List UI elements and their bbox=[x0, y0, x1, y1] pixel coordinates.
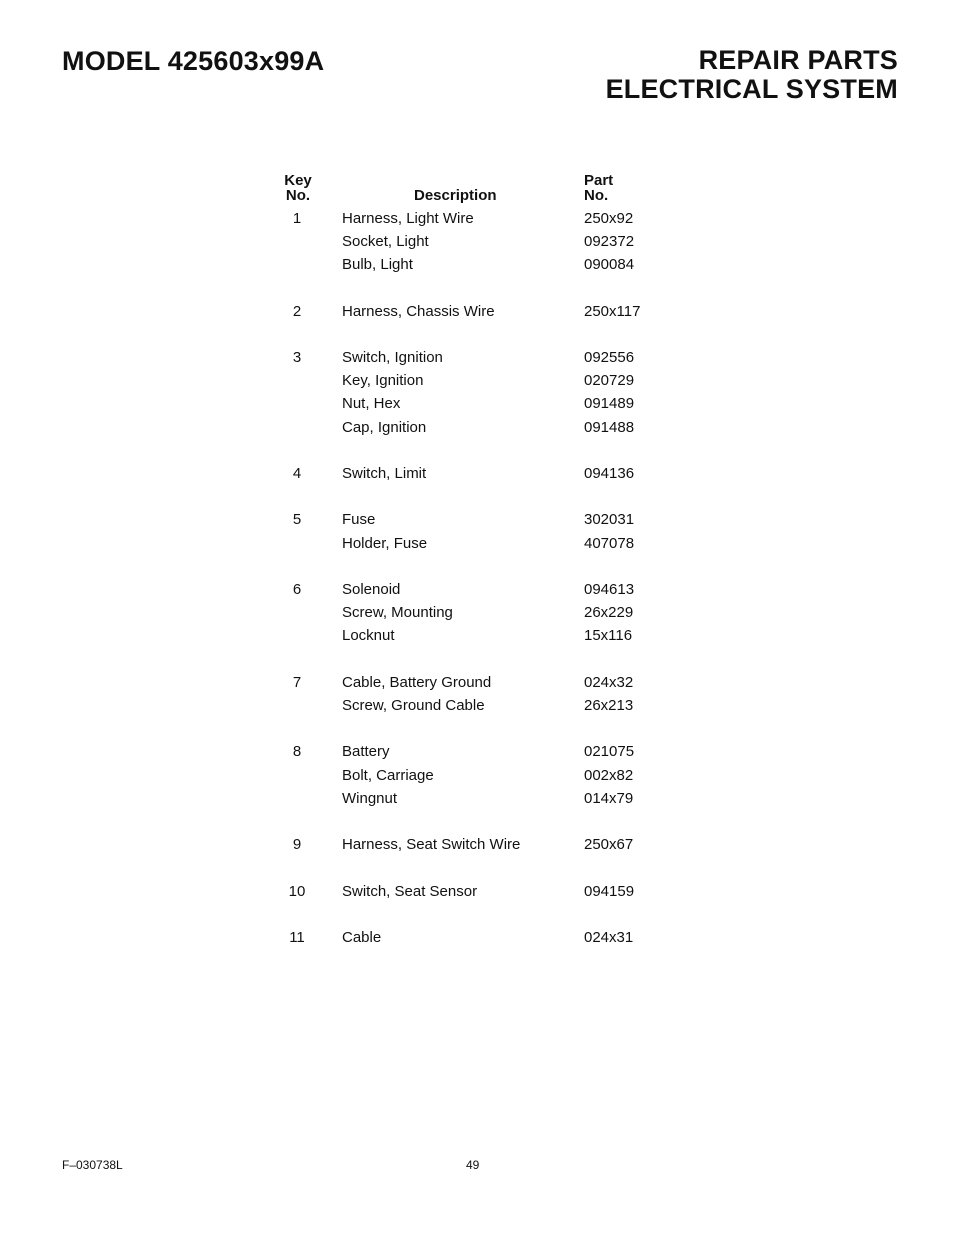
description-cell: Socket, Light bbox=[342, 233, 429, 250]
part-number-cell: 092556 bbox=[584, 349, 635, 366]
section-title-line1: REPAIR PARTS bbox=[698, 45, 898, 75]
part-number-cell: 094136 bbox=[584, 465, 635, 482]
key-number-cell: 8 bbox=[292, 743, 302, 760]
column-header-key-line1: Key bbox=[284, 172, 312, 189]
part-number-cell: 090084 bbox=[584, 256, 635, 273]
description-cell: Nut, Hex bbox=[342, 395, 401, 412]
part-number-cell: 302031 bbox=[584, 511, 635, 528]
part-number-cell: 250x117 bbox=[584, 303, 641, 320]
description-cell: Bulb, Light bbox=[342, 256, 413, 273]
column-header-description: Description bbox=[414, 187, 497, 204]
key-number-cell: 6 bbox=[292, 581, 302, 598]
description-cell: Screw, Mounting bbox=[342, 604, 453, 621]
description-cell: Bolt, Carriage bbox=[342, 767, 434, 784]
description-cell: Harness, Chassis Wire bbox=[342, 303, 495, 320]
key-number-cell: 9 bbox=[292, 836, 302, 853]
section-title-line2: ELECTRICAL SYSTEM bbox=[605, 74, 898, 104]
document-code: F–030738L bbox=[62, 1158, 123, 1172]
part-number-cell: 091488 bbox=[584, 419, 635, 436]
part-number-cell: 014x79 bbox=[584, 790, 634, 807]
description-cell: Battery bbox=[342, 743, 390, 760]
description-cell: Switch, Seat Sensor bbox=[342, 883, 478, 900]
part-number-cell: 250x67 bbox=[584, 836, 634, 853]
part-number-cell: 002x82 bbox=[584, 767, 634, 784]
key-number-cell: 1 bbox=[292, 210, 302, 227]
part-number-cell: 26x213 bbox=[584, 697, 634, 714]
column-header-part-no bbox=[584, 173, 613, 203]
column-header-key-line2: No. bbox=[285, 187, 311, 204]
description-cell: Screw, Ground Cable bbox=[342, 697, 485, 714]
description-cell: Switch, Ignition bbox=[342, 349, 443, 366]
description-cell: Fuse bbox=[342, 511, 376, 528]
part-number-cell: 024x31 bbox=[584, 929, 634, 946]
key-number-cell: 10 bbox=[288, 883, 306, 900]
description-cell: Holder, Fuse bbox=[342, 535, 428, 552]
key-number-cell: 3 bbox=[292, 349, 302, 366]
description-cell: Switch, Limit bbox=[342, 465, 427, 482]
part-number-cell: 021075 bbox=[584, 743, 635, 760]
column-header-part-line2: No. bbox=[584, 187, 609, 204]
description-cell: Cap, Ignition bbox=[342, 419, 427, 436]
section-title bbox=[606, 46, 898, 104]
part-number-cell: 092372 bbox=[584, 233, 635, 250]
description-cell: Solenoid bbox=[342, 581, 401, 598]
page-number: 49 bbox=[466, 1158, 480, 1172]
key-number-cell: 2 bbox=[292, 303, 302, 320]
description-cell: Wingnut bbox=[342, 790, 398, 807]
key-number-cell: 4 bbox=[292, 465, 302, 482]
description-cell: Key, Ignition bbox=[342, 372, 424, 389]
part-number-cell: 407078 bbox=[584, 535, 635, 552]
description-cell: Harness, Seat Switch Wire bbox=[342, 836, 521, 853]
column-header-key-no bbox=[284, 173, 312, 203]
part-number-cell: 250x92 bbox=[584, 210, 634, 227]
description-cell: Locknut bbox=[342, 627, 395, 644]
part-number-cell: 094159 bbox=[584, 883, 635, 900]
part-number-cell: 020729 bbox=[584, 372, 635, 389]
part-number-cell: 094613 bbox=[584, 581, 635, 598]
part-number-cell: 024x32 bbox=[584, 674, 634, 691]
part-number-cell: 26x229 bbox=[584, 604, 634, 621]
key-number-cell: 11 bbox=[289, 929, 305, 946]
description-cell: Cable, Battery Ground bbox=[342, 674, 492, 691]
part-number-cell: 15x116 bbox=[584, 627, 633, 644]
part-number-cell: 091489 bbox=[584, 395, 635, 412]
description-cell: Harness, Light Wire bbox=[342, 210, 474, 227]
column-header-part-line1: Part bbox=[584, 172, 614, 189]
model-title: MODEL 425603x99A bbox=[62, 46, 325, 76]
description-cell: Cable bbox=[342, 929, 382, 946]
key-number-cell: 7 bbox=[292, 674, 302, 691]
key-number-cell: 5 bbox=[292, 511, 302, 528]
